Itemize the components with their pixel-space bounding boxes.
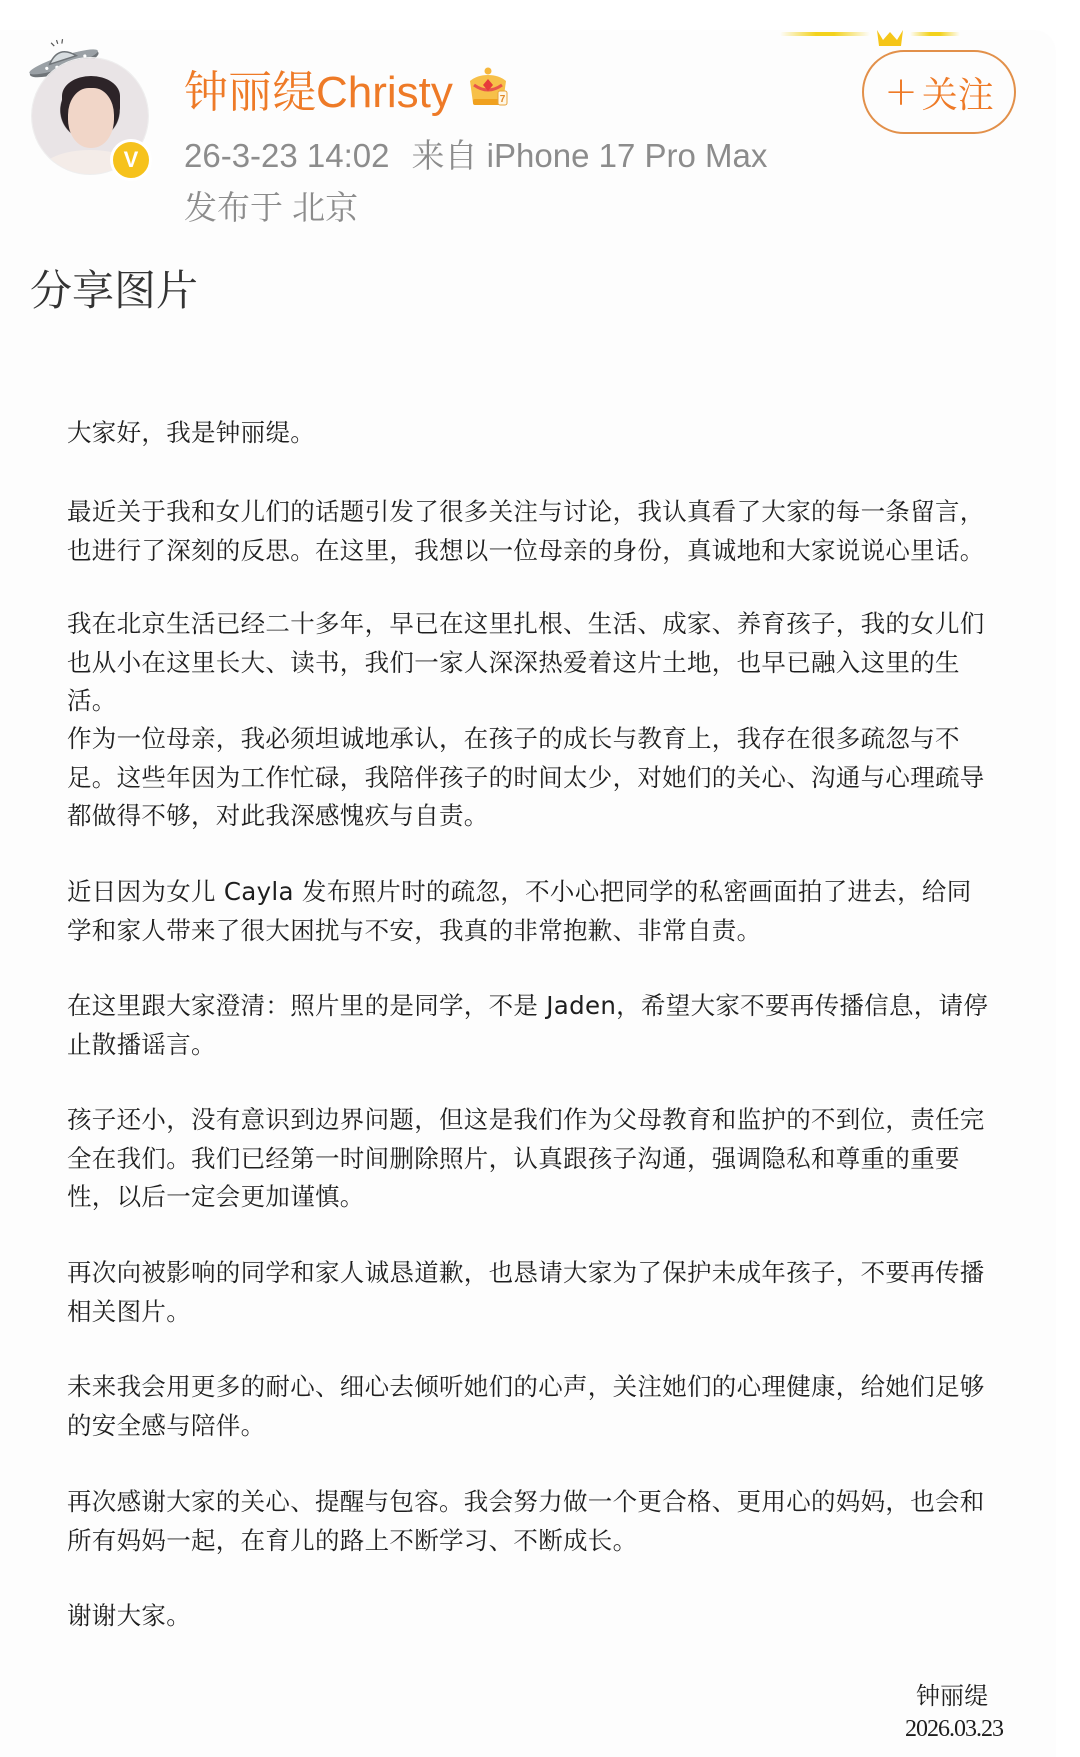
letter-paragraph: 谢谢大家。 <box>67 1601 191 1630</box>
decoration-bar <box>910 32 960 36</box>
letter-paragraph: 再次感谢大家的关心、提醒与包容。我会努力做一个更合格、更用心的妈妈，也会和所有妈妈一起，在育儿的路上不断学习、不断成长。 <box>67 1487 985 1555</box>
letter-paragraph: 未来我会用更多的耐心、细心去倾听她们的心声，关注她们的心理健康，给她们足够的安全感与陪伴。 <box>67 1372 985 1440</box>
letter-paragraph: 最近关于我和女儿们的话题引发了很多关注与讨论，我认真看了大家的每一条留言，也进行了深刻的反思。在这里，我想以一位母亲的身份，真诚地和大家说说心里话。 <box>67 497 985 565</box>
letter-paragraph: 作为一位母亲，我必须坦诚地承认，在孩子的成长与教育上，我存在很多疏忽与不足。这些年因为工作忙碌，我陪伴孩子的时间太少，对她们的关心、沟通与心理疏导都做得不够，对此我深感愧疚与自责。 <box>67 724 985 830</box>
signature-name: 钟丽缇 <box>916 1682 988 1710</box>
top-decoration <box>780 30 960 50</box>
avatar-group[interactable] <box>22 36 162 186</box>
plus-icon: + <box>884 69 918 115</box>
letter-paragraph: 孩子还小，没有意识到边界问题，但这是我们作为父母教育和监护的不到位，责任完全在我们。我们已经第一时间删除照片，认真跟孩子沟通，强调隐私和尊重的重要性，以后一定会更加谨慎。 <box>67 1105 985 1211</box>
post-meta <box>184 130 767 177</box>
decoration-bar <box>780 32 870 36</box>
letter-paragraph: 近日因为女儿 Cayla 发布照片时的疏忽，不小心把同学的私密画面拍了进去，给同学和家人带来了很大困扰与不安，我真的非常抱歉、非常自责。 <box>67 877 972 945</box>
svg-text:7: 7 <box>499 94 506 105</box>
crown-icon[interactable] <box>465 65 511 111</box>
author-row <box>184 60 511 116</box>
letter-paragraph: 大家好，我是钟丽缇。 <box>67 418 315 447</box>
post-text: 分享图片 <box>30 266 199 315</box>
follow-label: 关注 <box>921 74 994 116</box>
crown-decoration-icon <box>875 30 905 48</box>
signature-date: 2026.03.23 <box>905 1716 1003 1742</box>
avatar-face <box>68 88 114 148</box>
letter-paragraph: 我在北京生活已经二十多年，早已在这里扎根、生活、成家、养育孩子，我的女儿们也从小在这里长大、读书，我们一家人深深热爱着这片土地，也早已融入这里的生活。 <box>67 609 985 715</box>
follow-button[interactable] <box>862 50 1016 134</box>
author-name[interactable]: 钟丽缇Christy <box>184 68 453 117</box>
post-source: 来自 iPhone 17 Pro Max <box>411 137 768 174</box>
letter-paragraph: 再次向被影响的同学和家人诚恳道歉，也恳请大家为了保护未成年孩子，不要再传播相关图片。 <box>67 1258 985 1326</box>
verified-v-icon: V <box>110 139 152 181</box>
post-timestamp: 26-3-23 14:02 <box>184 137 390 174</box>
post-location: 发布于 北京 <box>184 189 359 226</box>
letter-paragraph: 在这里跟大家澄清：照片里的是同学，不是 Jaden，希望大家不要再传播信息，请停止散播谣言。 <box>67 991 989 1059</box>
